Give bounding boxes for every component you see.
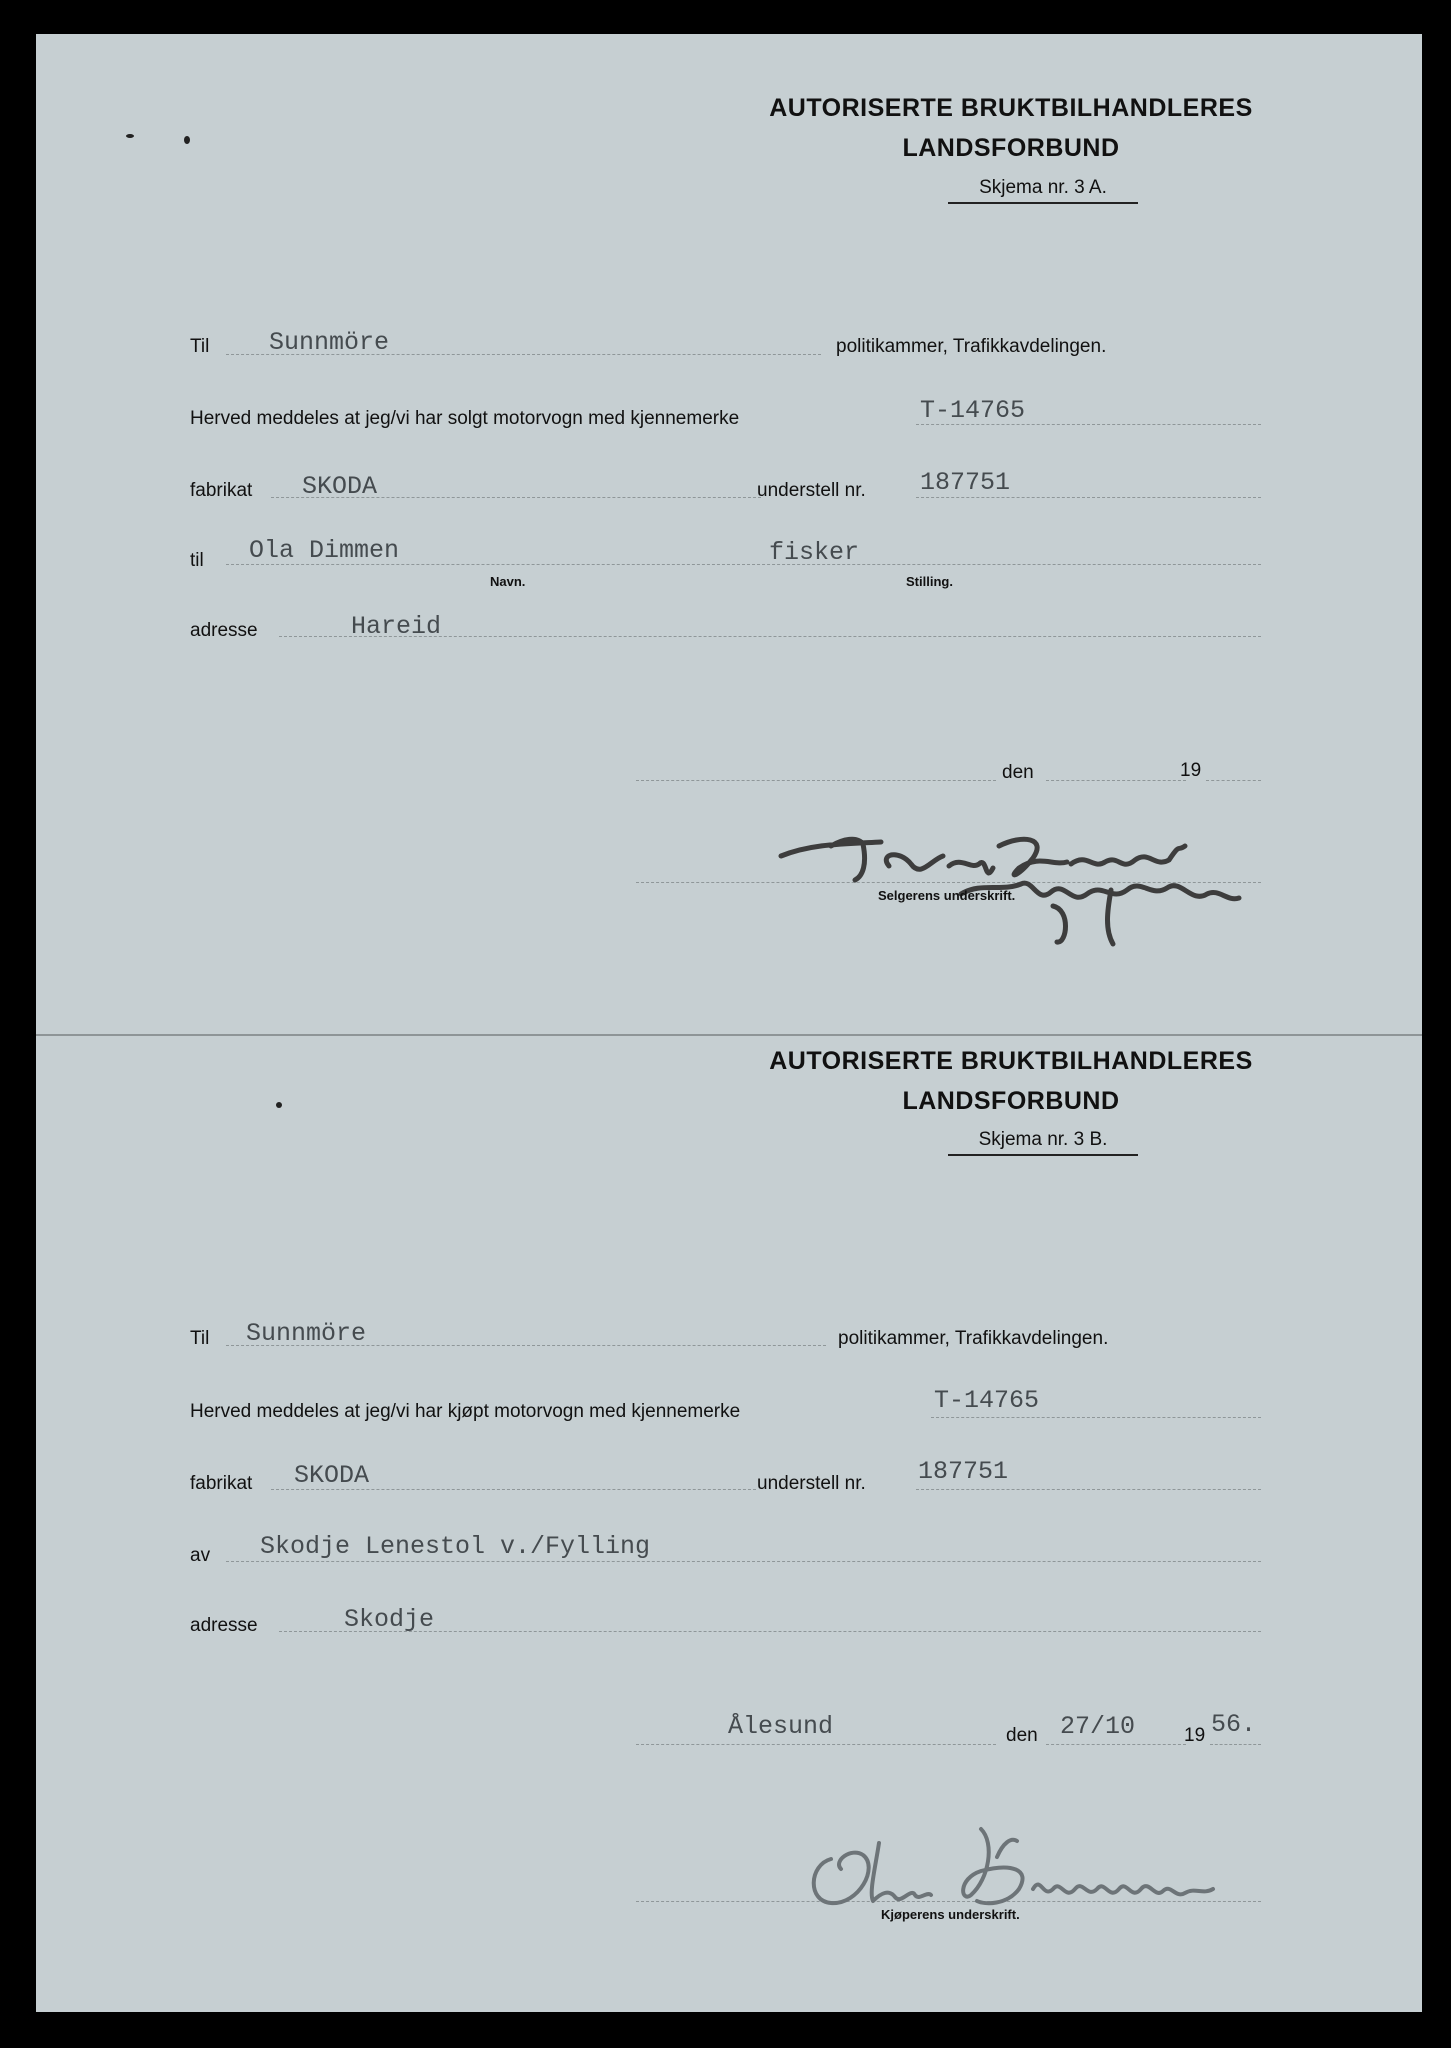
position-caption: Stilling. <box>906 574 953 589</box>
plate-value: T-14765 <box>920 396 1026 425</box>
chassis-label: understell nr. <box>757 480 866 501</box>
make-label: fabrikat <box>190 1473 253 1494</box>
buyer-signature <box>771 1809 1271 1919</box>
signature-caption: Kjøperens underskrift. <box>881 1907 1020 1922</box>
date-den-label: den <box>1006 1725 1038 1746</box>
schema-number: Skjema nr. 3 A. <box>948 177 1138 204</box>
form-3b <box>36 1019 1422 1999</box>
address-label: adresse <box>190 620 258 641</box>
buyer-name: Ola Dimmen <box>249 536 400 565</box>
seller-value: Skodje Lenestol v./Fylling <box>260 1532 651 1561</box>
date-year-prefix: 19 <box>1180 760 1202 781</box>
date-place-line <box>636 780 996 781</box>
chassis-value: 187751 <box>920 468 1011 497</box>
header-title: AUTORISERTE BRUKTBILHANDLERES <box>769 94 1253 122</box>
date-line <box>1046 1744 1186 1745</box>
address-value: Hareid <box>351 612 442 641</box>
plate-value: T-14765 <box>934 1386 1040 1415</box>
to-label: Til <box>190 336 210 357</box>
signature-caption: Selgerens underskrift. <box>878 888 1016 903</box>
plate-line <box>931 1417 1261 1418</box>
header-subtitle: LANDSFORBUND <box>902 134 1120 162</box>
ink-speck <box>126 134 134 138</box>
buyer-occupation: fisker <box>769 538 860 567</box>
header-subtitle: LANDSFORBUND <box>902 1087 1120 1115</box>
notice-label: Herved meddeles at jeg/vi har kjøpt motorvogn med kjennemerke <box>190 1401 741 1422</box>
date-den-label: den <box>1002 762 1034 783</box>
seller-line <box>226 1561 1261 1562</box>
chassis-line <box>916 1489 1261 1490</box>
make-label: fabrikat <box>190 480 253 501</box>
to-label: Til <box>190 1328 210 1349</box>
to-suffix: politikammer, Trafikkavdelingen. <box>836 336 1107 357</box>
buyer-label: til <box>190 550 204 571</box>
to-value: Sunnmöre <box>269 328 390 357</box>
address-value: Skodje <box>344 1605 435 1634</box>
date-place-line <box>636 1744 996 1745</box>
chassis-line <box>916 497 1261 498</box>
ink-speck <box>184 136 190 144</box>
seller-label: av <box>190 1545 211 1566</box>
date-year-suffix: 56. <box>1211 1710 1257 1739</box>
make-value: SKODA <box>302 472 378 501</box>
seller-signature <box>771 794 1281 954</box>
date-year-prefix: 19 <box>1184 1725 1206 1746</box>
schema-number: Skjema nr. 3 B. <box>948 1129 1138 1156</box>
to-value: Sunnmöre <box>246 1319 367 1348</box>
make-value: SKODA <box>294 1461 370 1490</box>
notice-label: Herved meddeles at jeg/vi har solgt motorvogn med kjennemerke <box>190 408 740 429</box>
to-suffix: politikammer, Trafikkavdelingen. <box>838 1328 1109 1349</box>
chassis-label: understell nr. <box>757 1473 866 1494</box>
ink-speck <box>276 1102 282 1108</box>
form-3a <box>36 34 1422 1014</box>
date-year-line <box>1210 1744 1261 1745</box>
date-year-line <box>1206 780 1261 781</box>
address-label: adresse <box>190 1615 258 1636</box>
date-line <box>1046 780 1186 781</box>
date-value: 27/10 <box>1060 1712 1136 1741</box>
chassis-value: 187751 <box>918 1457 1009 1486</box>
place-value: Ålesund <box>728 1712 834 1741</box>
name-caption: Navn. <box>490 574 526 589</box>
document-sheet <box>36 34 1422 2012</box>
header-title: AUTORISERTE BRUKTBILHANDLERES <box>769 1047 1253 1075</box>
